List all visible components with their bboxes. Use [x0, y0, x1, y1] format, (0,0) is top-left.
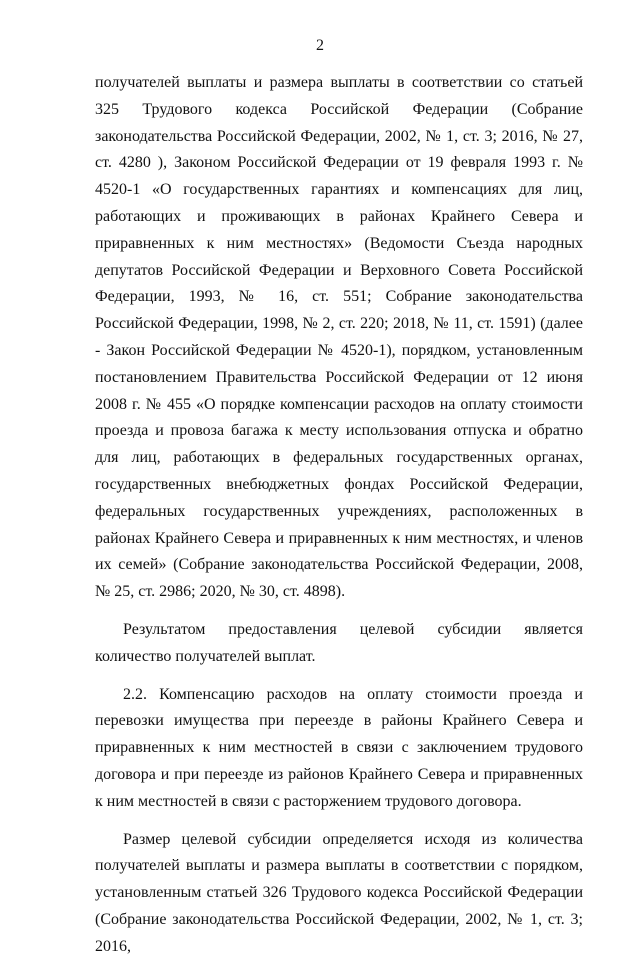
- paragraph-section-2-2: 2.2. Компенсацию расходов на оплату стоимости проезда и перевозки имущества при переезде в районы Крайнего Севера и приравненных к ним местностей в связи с заключением трудового договора и при переезде из районов Крайнего Севера и приравненных к ним местностей в связи с расторжением трудового договора.: [95, 685, 583, 810]
- paragraph-subsidy-amount: Размер целевой субсидии определяется исходя из количества получателей выплаты и размера выплаты в соответствии с порядком, установленным статьей 326 Трудового кодекса Российской Федерации (Собрание законодательства Российской Федерации, 2002, № 1, ст. 3; 2016,: [95, 830, 583, 955]
- page-number: 2: [316, 37, 324, 54]
- paragraph-legal-basis: получателей выплаты и размера выплаты в соответствии со статьей 325 Трудового кодекса Российской Федерации (Собрание законодательства Российской Федерации, 2002, № 1, ст. 3; 2016, № 27, ст. 4280 ), Законом Российской Федерации от 19 февраля 1993 г. № 4520-1 «О государственных гарантиях и компенсациях для лиц, работающих и проживающих в районах Крайнего Севера и приравненных к ним местностях» (Ведомости Съезда народных депутатов Российской Федерации и Верховного Совета Российской Федерации, 1993, № 16, ст. 551; Собрание законодательства Российской Федерации, 1998, № 2, ст. 220; 2018, № 11, ст. 1591) (далее - Закон Российской Федерации № 4520-1), порядком, установленным постановлением Правительства Российской Федерации от 12 июня 2008 г. № 455 «О порядке компенсации расходов на оплату стоимости проезда и провоза багажа к месту использования отпуска и обратно для лиц, работающих в федеральных государственных органах, государственных внебюджетных фондах Российской Федерации, федеральных государственных учреждениях, расположенных в районах Крайнего Севера и приравненных к ним местностях, и членов их семей» (Собрание законодательства Российской Федерации, 2008, № 25, ст. 2986; 2020, № 30, ст. 4898).: [95, 74, 583, 601]
- document-body: [95, 70, 583, 961]
- paragraph-subsidy-result: Результатом предоставления целевой субсидии является количество получателей выплат.: [95, 620, 583, 665]
